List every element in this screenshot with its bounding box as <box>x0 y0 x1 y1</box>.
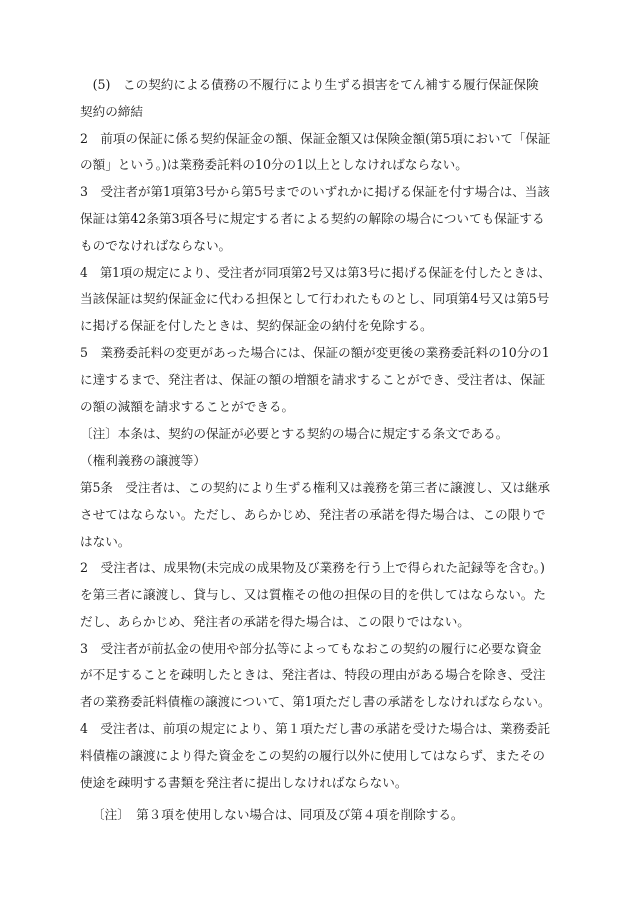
section-heading: （権利義務の譲渡等） <box>80 453 206 468</box>
text-line: はない。 <box>80 534 131 549</box>
text-line: させてはならない。ただし、あらかじめ、発注者の承諾を得た場合は、この限りで <box>80 507 546 522</box>
text-line: 料債権の譲渡により得た資金をこの契約の履行以外に使用してはならず、またその <box>80 748 545 763</box>
text-line: に掲げる保証を付したときは、契約保証金の納付を免除する。 <box>80 318 433 333</box>
text-line: に達するまで、発注者は、保証の額の増額を請求することができ、受注者は、保証 <box>80 372 546 387</box>
text-line: 2 受注者は、成果物(未完成の成果物及び業務を行う上で得られた記録等を含む。) <box>80 560 545 575</box>
text-line: 5 業務委託料の変更があった場合には、保証の額が変更後の業務委託料の10分の1 <box>80 345 550 360</box>
article-line: 第5条 受注者は、この契約により生ずる権利又は義務を第三者に譲渡し、又は継承 <box>80 480 550 495</box>
text-line: の額」という。)は業務委託料の10分の1以上としなければならない。 <box>80 157 468 172</box>
text-line: 2 前項の保証に係る契約保証金の額、保証金額又は保険金額(第5項において「保証 <box>80 131 551 146</box>
text-line: を第三者に譲渡し、貸与し、又は質権その他の担保の目的を供してはならない。た <box>80 587 546 602</box>
text-line: 3 受注者が第1項第3号から第5号までのいずれかに掲げる保証を付す場合は、当該 <box>80 184 550 199</box>
text-line: 保証は第42条第3項各号に規定する者による契約の解除の場合についても保証する <box>80 211 545 226</box>
text-line: だし、あらかじめ、発注者の承諾を得た場合は、この限りではない。 <box>80 614 470 629</box>
text-line: が不足することを疎明したときは、発注者は、特段の理由がある場合を除き、受注 <box>80 667 546 682</box>
text-line: ものでなければならない。 <box>80 238 232 253</box>
text-line: 者の業務委託料債権の譲渡について、第1項ただし書の承諾をしなければならない。 <box>80 694 551 709</box>
text-line: 4 第1項の規定により、受注者が同項第2号又は第3号に掲げる保証を付したときは、 <box>80 265 551 280</box>
note-line: 〔注〕 第３項を使用しない場合は、同項及び第４項を削除する。 <box>92 807 464 822</box>
text-line: 当該保証は契約保証金に代わる担保として行われたものとし、同項第4号又は第5号 <box>80 291 550 306</box>
text-line: の額の減額を請求することができる。 <box>80 399 295 414</box>
text-line: (5) この契約による債務の不履行により生ずる損害をてん補する履行保証保険 <box>80 77 539 92</box>
text-line: 契約の締結 <box>80 104 143 119</box>
text-line: 4 受注者は、前項の規定により、第１項ただし書の承諾を受けた場合は、業務委託 <box>80 721 550 736</box>
text-line: 3 受注者が前払金の使用や部分払等によってもなおこの契約の履行に必要な資金 <box>80 641 542 656</box>
text-line: 使途を疎明する書類を発注者に提出しなければならない。 <box>80 775 408 790</box>
note-line: 〔注〕本条は、契約の保証が必要とする契約の場合に規定する条文である。 <box>80 426 509 441</box>
